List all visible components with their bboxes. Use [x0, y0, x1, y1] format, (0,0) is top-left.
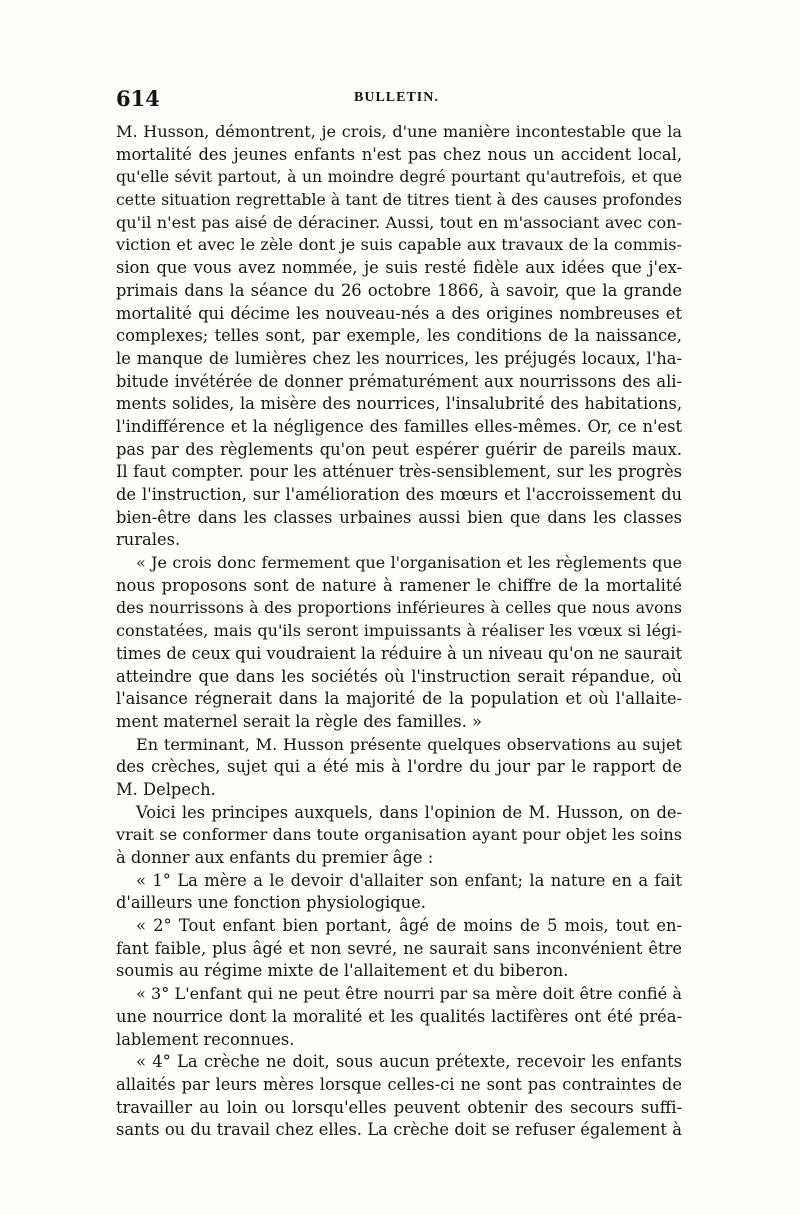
text-line: allaités par leurs mères lorsque celles-ci ne sont pas contraintes de	[116, 1074, 682, 1094]
text-line: « Je crois donc fermement que l'organisation et les règlements que	[136, 553, 682, 573]
text-line: lablement reconnues.	[116, 1029, 295, 1049]
text-line: « 2° Tout enfant bien portant, âgé de moins de 5 mois, tout en-	[136, 916, 682, 936]
text-line: « 4° La crèche ne doit, sous aucun prétexte, recevoir les enfants	[136, 1052, 682, 1072]
text-line: M. Husson, démontrent, je crois, d'une manière incontestable que la	[116, 122, 682, 141]
text-line: l'indifférence et la négligence des familles elles-mêmes. Or, ce n'est	[116, 416, 682, 436]
text-line: « 3° L'enfant qui ne peut être nourri par sa mère doit être confié à	[136, 984, 682, 1004]
text-line: mortalité qui décime les nouveau-nés a des origines nombreuses et	[116, 303, 682, 323]
text-line: rurales.	[116, 530, 181, 550]
text-line: cette situation regrettable à tant de titres tient à des causes profondes	[116, 190, 682, 210]
running-head	[116, 86, 682, 112]
text-line: mortalité des jeunes enfants n'est pas chez nous un accident local,	[116, 144, 682, 164]
text-line: qu'il n'est pas aisé de déraciner. Aussi, tout en m'associant avec con-	[116, 212, 682, 232]
text-line: des nourrissons à des proportions inférieures à celles que nous avons	[116, 598, 682, 618]
text-line: Il faut compter. pour les atténuer très-sensiblement, sur les progrès	[116, 462, 682, 482]
text-line: soumis au régime mixte de l'allaitement et du biberon.	[116, 961, 569, 981]
text-line: bitude invétérée de donner prématurément aux nourrissons des ali-	[116, 371, 682, 391]
text-line: vrait se conformer dans toute organisation ayant pour objet les soins	[116, 825, 682, 845]
text-line: l'aisance régnerait dans la majorité de la population et où l'allaite-	[116, 689, 682, 709]
text-line: « 1° La mère a le devoir d'allaiter son enfant; la nature en a fait	[136, 870, 682, 890]
text-line: à donner aux enfants du premier âge :	[116, 848, 434, 867]
text-line: primais dans la séance du 26 octobre 1866, à savoir, que la grande	[116, 280, 682, 300]
text-line: times de ceux qui voudraient la réduire à un niveau qu'on ne saurait	[116, 643, 682, 663]
text-line: sants ou du travail chez elles. La crèche doit se refuser également à	[116, 1120, 682, 1140]
text-line: nous proposons sont de nature à ramener le chiffre de la mortalité	[116, 575, 682, 595]
text-line: ment maternel serait la règle des familles. »	[116, 711, 482, 731]
text-line: de l'instruction, sur l'amélioration des mœurs et l'accroissement du	[116, 485, 682, 504]
text-line: bien-être dans les classes urbaines aussi bien que dans les classes	[116, 507, 682, 527]
text-line: d'ailleurs une fonction physiologique.	[116, 893, 426, 913]
text-line: ments solides, la misère des nourrices, l'insalubrité des habitations,	[116, 394, 682, 414]
text-line: des crèches, sujet qui a été mis à l'ordre du jour par le rapport de	[116, 757, 682, 777]
text-line: le manque de lumières chez les nourrices, les préjugés locaux, l'ha-	[116, 348, 682, 368]
body-text	[116, 121, 682, 1142]
text-line: fant faible, plus âgé et non sevré, ne saurait sans inconvénient être	[116, 938, 682, 958]
text-line: Voici les principes auxquels, dans l'opinion de M. Husson, on de-	[136, 802, 682, 822]
text-line: travailler au loin ou lorsqu'elles peuvent obtenir des secours suffi-	[116, 1097, 682, 1117]
text-line: complexes; telles sont, par exemple, les conditions de la naissance,	[116, 326, 682, 346]
text-line: En terminant, M. Husson présente quelques observations au sujet	[136, 734, 682, 754]
text-line: qu'elle sévit partout, à un moindre degré pourtant qu'autrefois, et que	[116, 167, 682, 187]
text-line: constatées, mais qu'ils seront impuissants à réaliser les vœux si légi-	[116, 621, 682, 641]
running-title: BULLETIN.	[354, 90, 439, 105]
text-line: pas par des règlements qu'on peut espérer guérir de pareils maux.	[116, 439, 682, 459]
text-line: M. Delpech.	[116, 779, 216, 799]
page-number: 614	[116, 86, 160, 111]
text-line: atteindre que dans les sociétés où l'instruction serait répandue, où	[116, 666, 682, 686]
text-line: viction et avec le zèle dont je suis capable aux travaux de la commis-	[116, 235, 682, 255]
text-line: sion que vous avez nommée, je suis resté fidèle aux idées que j'ex-	[116, 258, 682, 278]
text-line: une nourrice dont la moralité et les qualités lactifères ont été préa-	[116, 1006, 682, 1026]
